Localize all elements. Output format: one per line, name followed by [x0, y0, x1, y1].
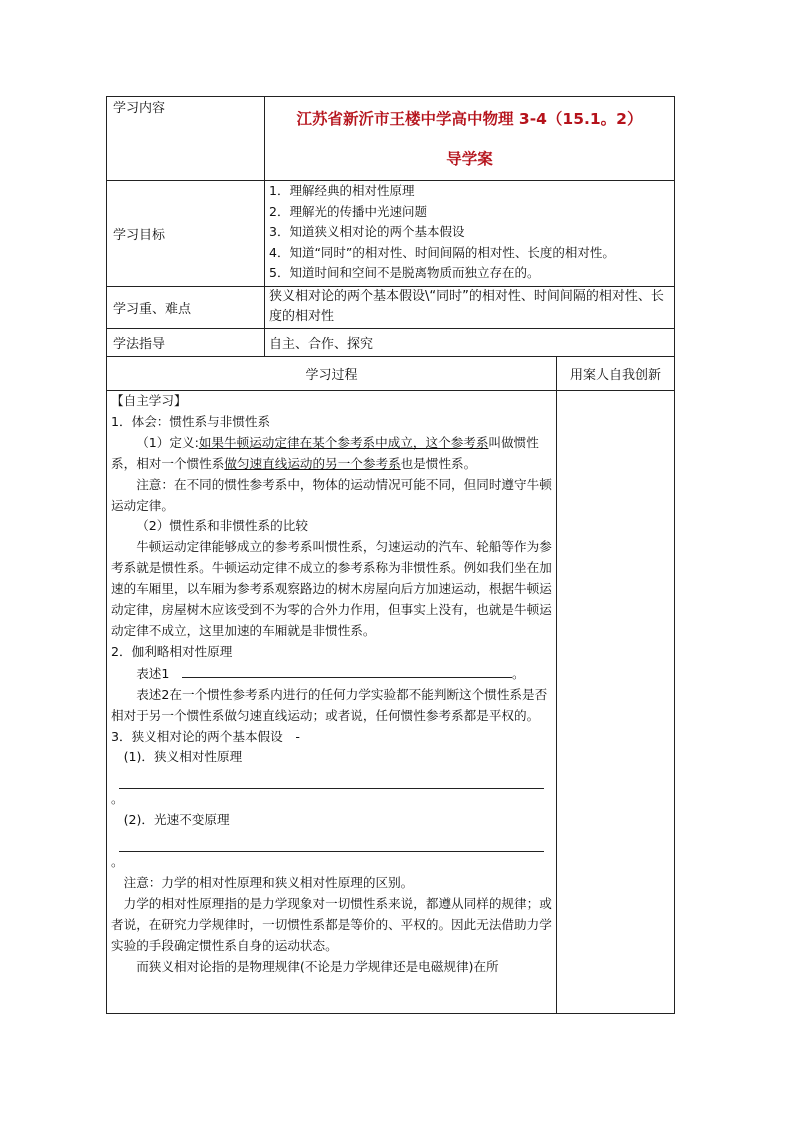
goals-label: 学习目标: [107, 181, 265, 287]
principle-1-blank[interactable]: [119, 768, 544, 789]
section-2-title: 2．伽利略相对性原理: [111, 643, 233, 659]
note-paragraph: 注意：在不同的惯性参考系中，物体的运动情况可能不同，但同时遵守牛顿运动定律。: [111, 476, 552, 513]
key-points-text: 狭义相对论的两个基本假设\“同时”的相对性、时间间隔的相对性、长度的相对性: [265, 287, 675, 329]
process-header: 学习过程: [107, 357, 557, 391]
comparison-paragraph: 牛顿运动定律能够成立的参考系叫惯性系，匀速运动的汽车、轮船等作为参考系就是惯性系。牛顿运动定律不成立的参考系称为非惯性系。例如我们坐在加速的车厢里，以车厢为参考系观察路边的树木房屋向后方加速运动，根据牛顿运动定律，房屋树木应该受到不为零的合外力作用，但事实上没有，也就是牛顿运动定律不成立，这里加速的车厢就是非惯性系。: [111, 539, 552, 638]
definition-prefix: （1）定义:: [136, 434, 199, 450]
principle-1-title: (1)．狭义相对性原理: [123, 749, 243, 765]
definition-end: 也是惯性系。: [400, 455, 477, 471]
statement-1-end: 。: [511, 665, 525, 681]
goal-item: 1．理解经典的相对性原理: [269, 183, 415, 198]
side-notes-cell[interactable]: [557, 391, 675, 1014]
statement-1-blank[interactable]: [182, 663, 512, 678]
definition-underlined-1: 如果牛顿运动定律在某个参考系中成立，这个参考系: [198, 434, 489, 450]
study-guide-table: [106, 96, 675, 1014]
statement-2: 表述2在一个惯性参考系内进行的任何力学实验都不能判断这个惯性系是否相对于另一个惯性系做匀速直线运动；或者说，任何惯性参考系都是平权的。: [111, 686, 548, 723]
statement-1-label: 表述1: [136, 665, 170, 681]
document-title: [265, 97, 675, 181]
section-3-title: 3．狭义相对论的两个基本假设 -: [111, 728, 300, 744]
goals-list: [265, 181, 675, 287]
principle-2-title: (2)．光速不变原理: [123, 812, 230, 828]
comparison-title: （2）惯性系和非惯性系的比较: [136, 518, 308, 534]
principle-1-end: 。: [111, 791, 124, 807]
header-row: [107, 97, 675, 181]
process-body-row: [107, 391, 675, 1014]
goal-item: 2．理解光的传播中光速问题: [269, 203, 427, 219]
statement-1: [111, 663, 552, 685]
key-points-row: [107, 287, 675, 329]
method-row: [107, 329, 675, 357]
method-label: 学法指导: [107, 329, 265, 357]
goal-item: 4．知道“同时”的相对性、时间间隔的相对性、长度的相对性。: [269, 244, 615, 260]
difference-note-title: 注意：力学的相对性原理和狭义相对性原理的区别。: [123, 875, 414, 891]
definition-mid: 叫做惯性系，相对一个惯性系: [111, 434, 539, 471]
goal-item: 5．知道时间和空间不是脱离物质而独立存在的。: [269, 265, 540, 281]
side-header: 用案人自我创新: [557, 357, 675, 391]
goal-item: 3．知道狭义相对论的两个基本假设: [269, 224, 465, 240]
last-line: 而狭义相对论指的是物理规律(不论是力学规律还是电磁规律)在所: [136, 958, 499, 974]
section-1-title: 1．体会：惯性系与非惯性系: [111, 413, 271, 429]
process-body: [107, 391, 557, 1014]
definition-underlined-2: 做匀速直线运动的另一个参考系: [224, 455, 401, 471]
difference-note-text: 力学的相对性原理指的是力学现象对一切惯性系来说，都遵从同样的规律；或者说，在研究力学规律时，一切惯性系都是等价的、平权的。因此无法借助力学实验的手段确定惯性系自身的运动状态。: [111, 895, 552, 953]
principle-2-end: 。: [111, 854, 124, 870]
definition-paragraph: [111, 433, 552, 475]
key-points-label: 学习重、难点: [107, 287, 265, 329]
method-text: 自主、合作、探究: [265, 329, 675, 357]
title-line-2: 导学案: [446, 150, 493, 168]
process-header-row: [107, 357, 675, 391]
content-label: 学习内容: [107, 97, 265, 181]
goals-row: [107, 181, 675, 287]
principle-2-blank[interactable]: [119, 831, 544, 852]
section-heading: 【自主学习】: [111, 393, 187, 408]
title-line-1: 江苏省新沂市王楼中学高中物理 3-4（15.1。2）: [296, 110, 643, 128]
